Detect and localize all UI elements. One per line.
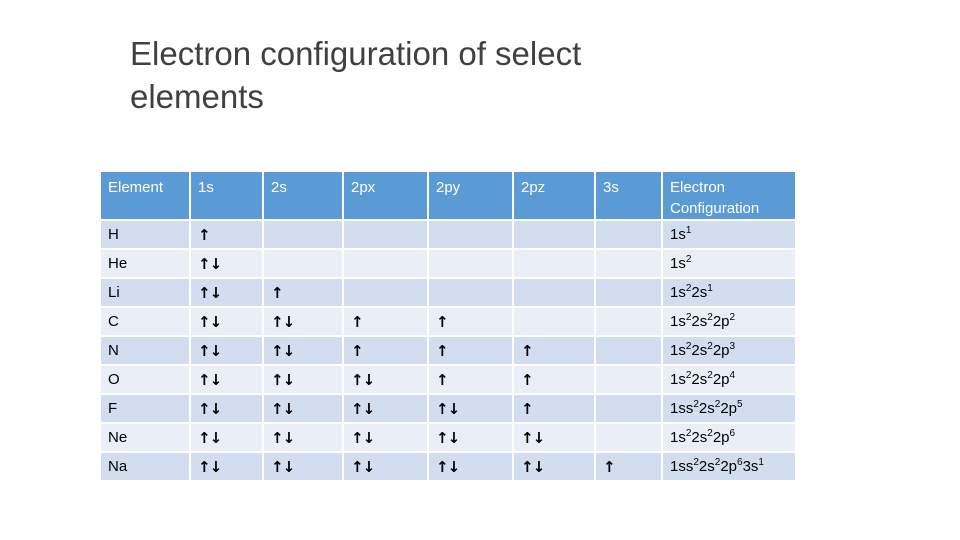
- element-symbol-cell: H: [101, 221, 189, 248]
- orbital-cell-3s: [596, 453, 661, 480]
- table-row: [101, 395, 795, 422]
- orbital-cell-2s: [264, 424, 342, 451]
- spin-pair-arrows-icon: ↑↓: [198, 370, 222, 389]
- spin-pair-arrows-icon: ↑↓: [436, 457, 460, 476]
- electron-configuration-cell: $1s^22s^22p^4$: [663, 366, 795, 393]
- element-symbol-cell: Li: [101, 279, 189, 306]
- orbital-cell-3s: [596, 250, 661, 277]
- spin-pair-arrows-icon: ↑↓: [271, 312, 295, 331]
- orbital-cell-2s: [264, 308, 342, 335]
- orbital-cell-3s: [596, 424, 661, 451]
- electron-configuration-cell: $1ss^22s^22p^63s^1$: [663, 453, 795, 480]
- electron-configuration-cell: $1s^22s^22p^6$: [663, 424, 795, 451]
- orbital-cell-3s: [596, 366, 661, 393]
- orbital-cell-1s: [191, 424, 262, 451]
- header-1s: 1s: [191, 172, 262, 219]
- table-row: [101, 337, 795, 364]
- orbital-cell-2py: [429, 366, 512, 393]
- slide-title: Electron configuration of select elements: [130, 35, 582, 115]
- orbital-cell-1s: [191, 221, 262, 248]
- table-row: [101, 424, 795, 451]
- element-symbol-cell: He: [101, 250, 189, 277]
- electron-configuration-cell: $1s^1$: [663, 221, 795, 248]
- spin-pair-arrows-icon: ↑↓: [198, 312, 222, 331]
- orbital-cell-2py: [429, 453, 512, 480]
- table-header-row: [101, 172, 795, 219]
- orbital-cell-2py: [429, 279, 512, 306]
- header-element: Element: [101, 172, 189, 219]
- orbital-cell-3s: [596, 279, 661, 306]
- spin-pair-arrows-icon: ↑↓: [271, 428, 295, 447]
- electron-configuration-cell: $1s^22s^1$: [663, 279, 795, 306]
- orbital-cell-2py: [429, 424, 512, 451]
- element-symbol-cell: N: [101, 337, 189, 364]
- header-electron-configuration: Electron Configuration: [663, 172, 795, 219]
- orbital-cell-2px: [344, 250, 427, 277]
- spin-pair-arrows-icon: ↑↓: [271, 370, 295, 389]
- table-row: [101, 453, 795, 480]
- spin-pair-arrows-icon: ↑↓: [521, 457, 545, 476]
- spin-pair-arrows-icon: ↑↓: [521, 428, 545, 447]
- header-2pz: 2pz: [514, 172, 594, 219]
- electron-configuration-cell: $1ss^22s^22p^5$: [663, 395, 795, 422]
- spin-pair-arrows-icon: ↑↓: [198, 457, 222, 476]
- header-2py: 2py: [429, 172, 512, 219]
- element-symbol-cell: F: [101, 395, 189, 422]
- orbital-cell-2px: [344, 308, 427, 335]
- table-row: [101, 221, 795, 248]
- orbital-cell-2s: [264, 395, 342, 422]
- table-row: [101, 366, 795, 393]
- orbital-cell-1s: [191, 366, 262, 393]
- spin-up-arrow-icon: ↑: [351, 341, 363, 360]
- orbital-cell-2px: [344, 453, 427, 480]
- orbital-cell-3s: [596, 337, 661, 364]
- table-row: [101, 250, 795, 277]
- electron-configuration-cell: $1s^22s^22p^2$: [663, 308, 795, 335]
- spin-up-arrow-icon: ↑: [271, 283, 283, 302]
- spin-pair-arrows-icon: ↑↓: [351, 428, 375, 447]
- element-symbol-cell: Na: [101, 453, 189, 480]
- orbital-cell-3s: [596, 395, 661, 422]
- orbital-cell-2px: [344, 221, 427, 248]
- orbital-cell-2py: [429, 221, 512, 248]
- orbital-cell-2px: [344, 279, 427, 306]
- spin-pair-arrows-icon: ↑↓: [198, 399, 222, 418]
- spin-pair-arrows-icon: ↑↓: [271, 341, 295, 360]
- orbital-cell-2s: [264, 250, 342, 277]
- orbital-cell-2s: [264, 221, 342, 248]
- orbital-cell-3s: [596, 221, 661, 248]
- orbital-cell-1s: [191, 453, 262, 480]
- spin-pair-arrows-icon: ↑↓: [198, 283, 222, 302]
- orbital-cell-1s: [191, 395, 262, 422]
- spin-pair-arrows-icon: ↑↓: [198, 428, 222, 447]
- spin-up-arrow-icon: ↑: [436, 312, 448, 331]
- spin-up-arrow-icon: ↑: [521, 341, 533, 360]
- orbital-cell-1s: [191, 279, 262, 306]
- spin-pair-arrows-icon: ↑↓: [436, 399, 460, 418]
- spin-pair-arrows-icon: ↑↓: [351, 399, 375, 418]
- header-3s: 3s: [596, 172, 661, 219]
- spin-pair-arrows-icon: ↑↓: [351, 370, 375, 389]
- orbital-cell-2s: [264, 279, 342, 306]
- orbital-cell-2pz: [514, 453, 594, 480]
- spin-up-arrow-icon: ↑: [521, 399, 533, 418]
- spin-pair-arrows-icon: ↑↓: [271, 399, 295, 418]
- spin-pair-arrows-icon: ↑↓: [351, 457, 375, 476]
- orbital-cell-2py: [429, 250, 512, 277]
- orbital-cell-2px: [344, 395, 427, 422]
- orbital-cell-2pz: [514, 221, 594, 248]
- spin-up-arrow-icon: ↑: [436, 370, 448, 389]
- element-symbol-cell: C: [101, 308, 189, 335]
- element-symbol-cell: Ne: [101, 424, 189, 451]
- spin-pair-arrows-icon: ↑↓: [198, 254, 222, 273]
- spin-up-arrow-icon: ↑: [198, 225, 210, 244]
- orbital-cell-2pz: [514, 308, 594, 335]
- orbital-cell-2s: [264, 366, 342, 393]
- orbital-cell-2pz: [514, 424, 594, 451]
- electron-configuration-cell: $1s^2$: [663, 250, 795, 277]
- orbital-cell-1s: [191, 337, 262, 364]
- orbital-cell-2px: [344, 424, 427, 451]
- orbital-cell-2pz: [514, 337, 594, 364]
- orbital-cell-1s: [191, 308, 262, 335]
- orbital-cell-1s: [191, 250, 262, 277]
- orbital-cell-2pz: [514, 250, 594, 277]
- spin-pair-arrows-icon: ↑↓: [198, 341, 222, 360]
- element-symbol-cell: O: [101, 366, 189, 393]
- orbital-cell-2px: [344, 366, 427, 393]
- spin-pair-arrows-icon: ↑↓: [436, 428, 460, 447]
- orbital-cell-2pz: [514, 395, 594, 422]
- electron-configuration-table: [99, 170, 797, 482]
- orbital-cell-2px: [344, 337, 427, 364]
- table-row: [101, 279, 795, 306]
- orbital-cell-2py: [429, 395, 512, 422]
- orbital-cell-2py: [429, 308, 512, 335]
- table-row: [101, 308, 795, 335]
- orbital-cell-2pz: [514, 279, 594, 306]
- spin-up-arrow-icon: ↑: [521, 370, 533, 389]
- orbital-cell-2s: [264, 453, 342, 480]
- table-body: [101, 221, 795, 480]
- orbital-cell-2pz: [514, 366, 594, 393]
- header-2px: 2px: [344, 172, 427, 219]
- orbital-cell-2py: [429, 337, 512, 364]
- spin-up-arrow-icon: ↑: [351, 312, 363, 331]
- spin-pair-arrows-icon: ↑↓: [271, 457, 295, 476]
- spin-up-arrow-icon: ↑: [436, 341, 448, 360]
- header-2s: 2s: [264, 172, 342, 219]
- electron-configuration-cell: $1s^22s^22p^3$: [663, 337, 795, 364]
- orbital-cell-3s: [596, 308, 661, 335]
- orbital-cell-2s: [264, 337, 342, 364]
- spin-up-arrow-icon: ↑: [603, 457, 615, 476]
